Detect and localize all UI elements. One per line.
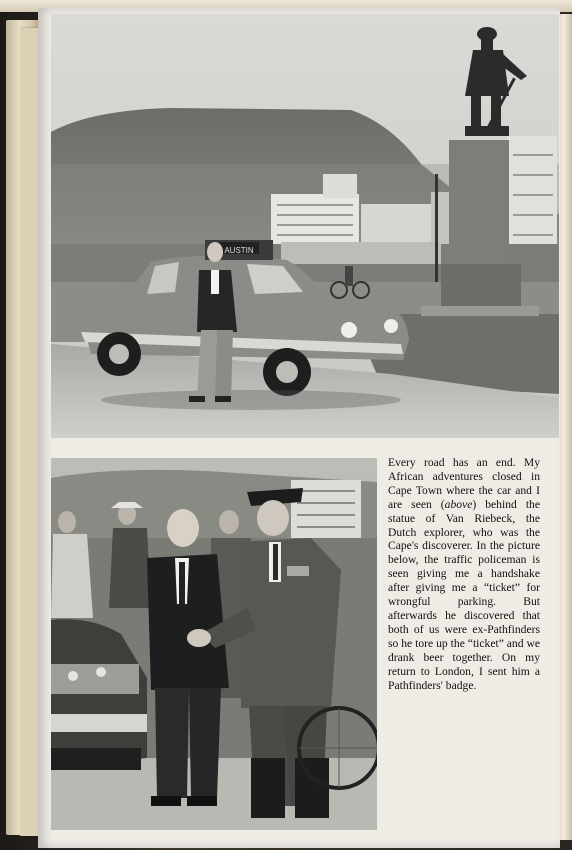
caption-emphasis-above: above — [444, 497, 473, 511]
car-roof-sign: AUSTIN — [224, 246, 254, 255]
caption-part-2: ) behind the statue of Van Riebeck, the Dutch explorer, who was the Cape's discoverer. In the picture below, the traffic policeman is seen giving me a handshake after giving me a “ticket” for wrongful parking. But afterwards he discovered that both of us were ex-Pathfinders so he tore up the “ticket” and we drank beer together. On my return to London, I sent him a Pathfinders' badge. — [388, 497, 540, 692]
photo-cape-town-car-statue — [51, 14, 559, 438]
book-page — [38, 8, 560, 848]
photo-policeman-handshake — [51, 458, 377, 830]
caption-text — [388, 456, 540, 692]
caption-part-1: Every road has an end. My African adventures closed in Cape Town where the car and I are seen ( — [388, 456, 540, 511]
